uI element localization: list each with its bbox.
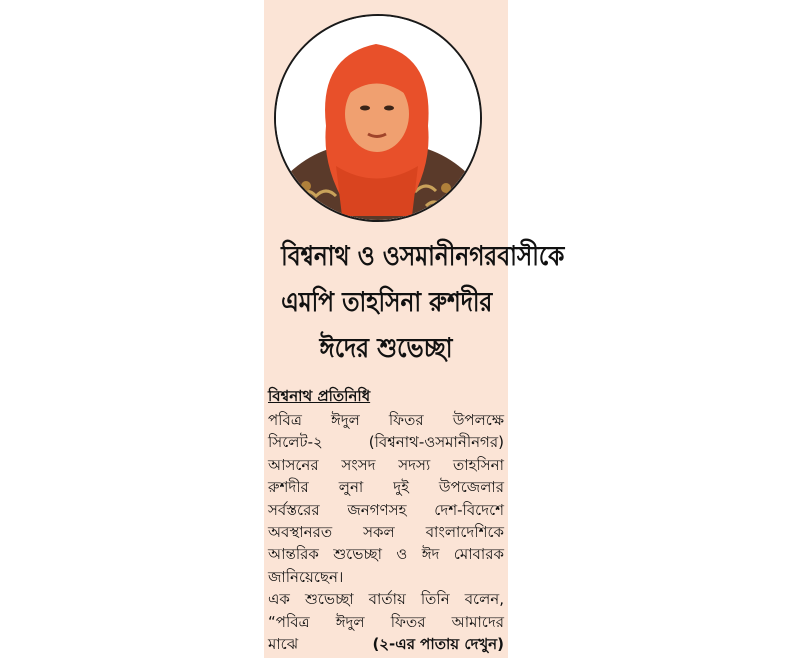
article-line — [268, 543, 504, 565]
article-line — [268, 431, 504, 453]
portrait-photo — [274, 14, 482, 222]
article-word: ঈদ — [421, 545, 440, 564]
article-word: সর্বস্তরের — [268, 500, 320, 519]
article-word: শুভেচ্ছা — [333, 545, 382, 564]
article-word: আমাদের — [451, 612, 504, 631]
article-line — [268, 588, 504, 610]
article-line — [268, 499, 504, 521]
article-line — [268, 454, 504, 476]
article-word: “পবিত্র — [268, 612, 310, 631]
article-line — [268, 566, 504, 588]
headline-line-2: এমপি তাহসিনা রুশদীর — [281, 287, 493, 318]
article-line — [268, 611, 504, 633]
article-word: উপলক্ষে — [452, 411, 504, 429]
article-word: পবিত্র — [268, 411, 302, 429]
article-word: তিনি — [420, 590, 450, 609]
article-word: রুশদীর — [268, 478, 309, 497]
article-word: বলেন, — [464, 590, 504, 609]
continuation-note: (২-এর পাতায় দেখুন) — [372, 635, 504, 654]
article-word: ও — [396, 545, 408, 564]
article-word: জনগণসহ — [347, 500, 407, 519]
article-word: সিলেট-২ — [268, 433, 323, 452]
article-word: সকল — [363, 523, 395, 542]
article-word: আন্তরিক — [268, 545, 319, 564]
article-word: আসনের — [268, 455, 319, 474]
portrait-illustration — [276, 16, 480, 220]
article-word: শুভেচ্ছা — [304, 590, 354, 609]
article-word: ফিতর — [390, 612, 426, 631]
article-word: উপজেলার — [438, 478, 504, 497]
article-word: লুনা — [338, 478, 364, 497]
article-word: বার্তায় — [368, 590, 406, 609]
byline: বিশ্বনাথ প্রতিনিধি — [268, 387, 371, 405]
article-word: ফিতর — [388, 411, 424, 429]
article-word: মাঝে — [268, 635, 299, 654]
article-word: ঈদুল — [330, 411, 360, 429]
article-line — [268, 409, 504, 431]
article-word: বাংলাদেশিকে — [425, 523, 504, 542]
article-word: দেশ-বিদেশে — [434, 500, 504, 519]
article-line — [268, 521, 504, 543]
article-line — [268, 476, 504, 498]
article-word: সংসদ — [341, 455, 376, 474]
article-word: মোবারক — [453, 545, 504, 564]
article-line-continuation — [268, 633, 504, 655]
article-word: সদস্য — [398, 455, 431, 474]
headline-line-1: বিশ্বনাথ ও ওসমানীনগরবাসীকে — [281, 241, 565, 272]
article-word: অবস্থানরত — [268, 523, 333, 542]
news-column — [264, 0, 565, 658]
article-word: দুই — [393, 478, 409, 497]
article-word: ঈদুল — [335, 612, 365, 631]
article-word: এক — [268, 590, 290, 609]
headline — [281, 234, 565, 372]
article-body — [268, 409, 504, 655]
headline-line-3: ঈদের শুভেচ্ছা — [319, 333, 453, 364]
article-word: জানিয়েছেন। — [268, 567, 344, 586]
article-word: (বিশ্বনাথ-ওসমানীনগর) — [368, 433, 504, 452]
article-word: তাহসিনা — [452, 455, 504, 474]
